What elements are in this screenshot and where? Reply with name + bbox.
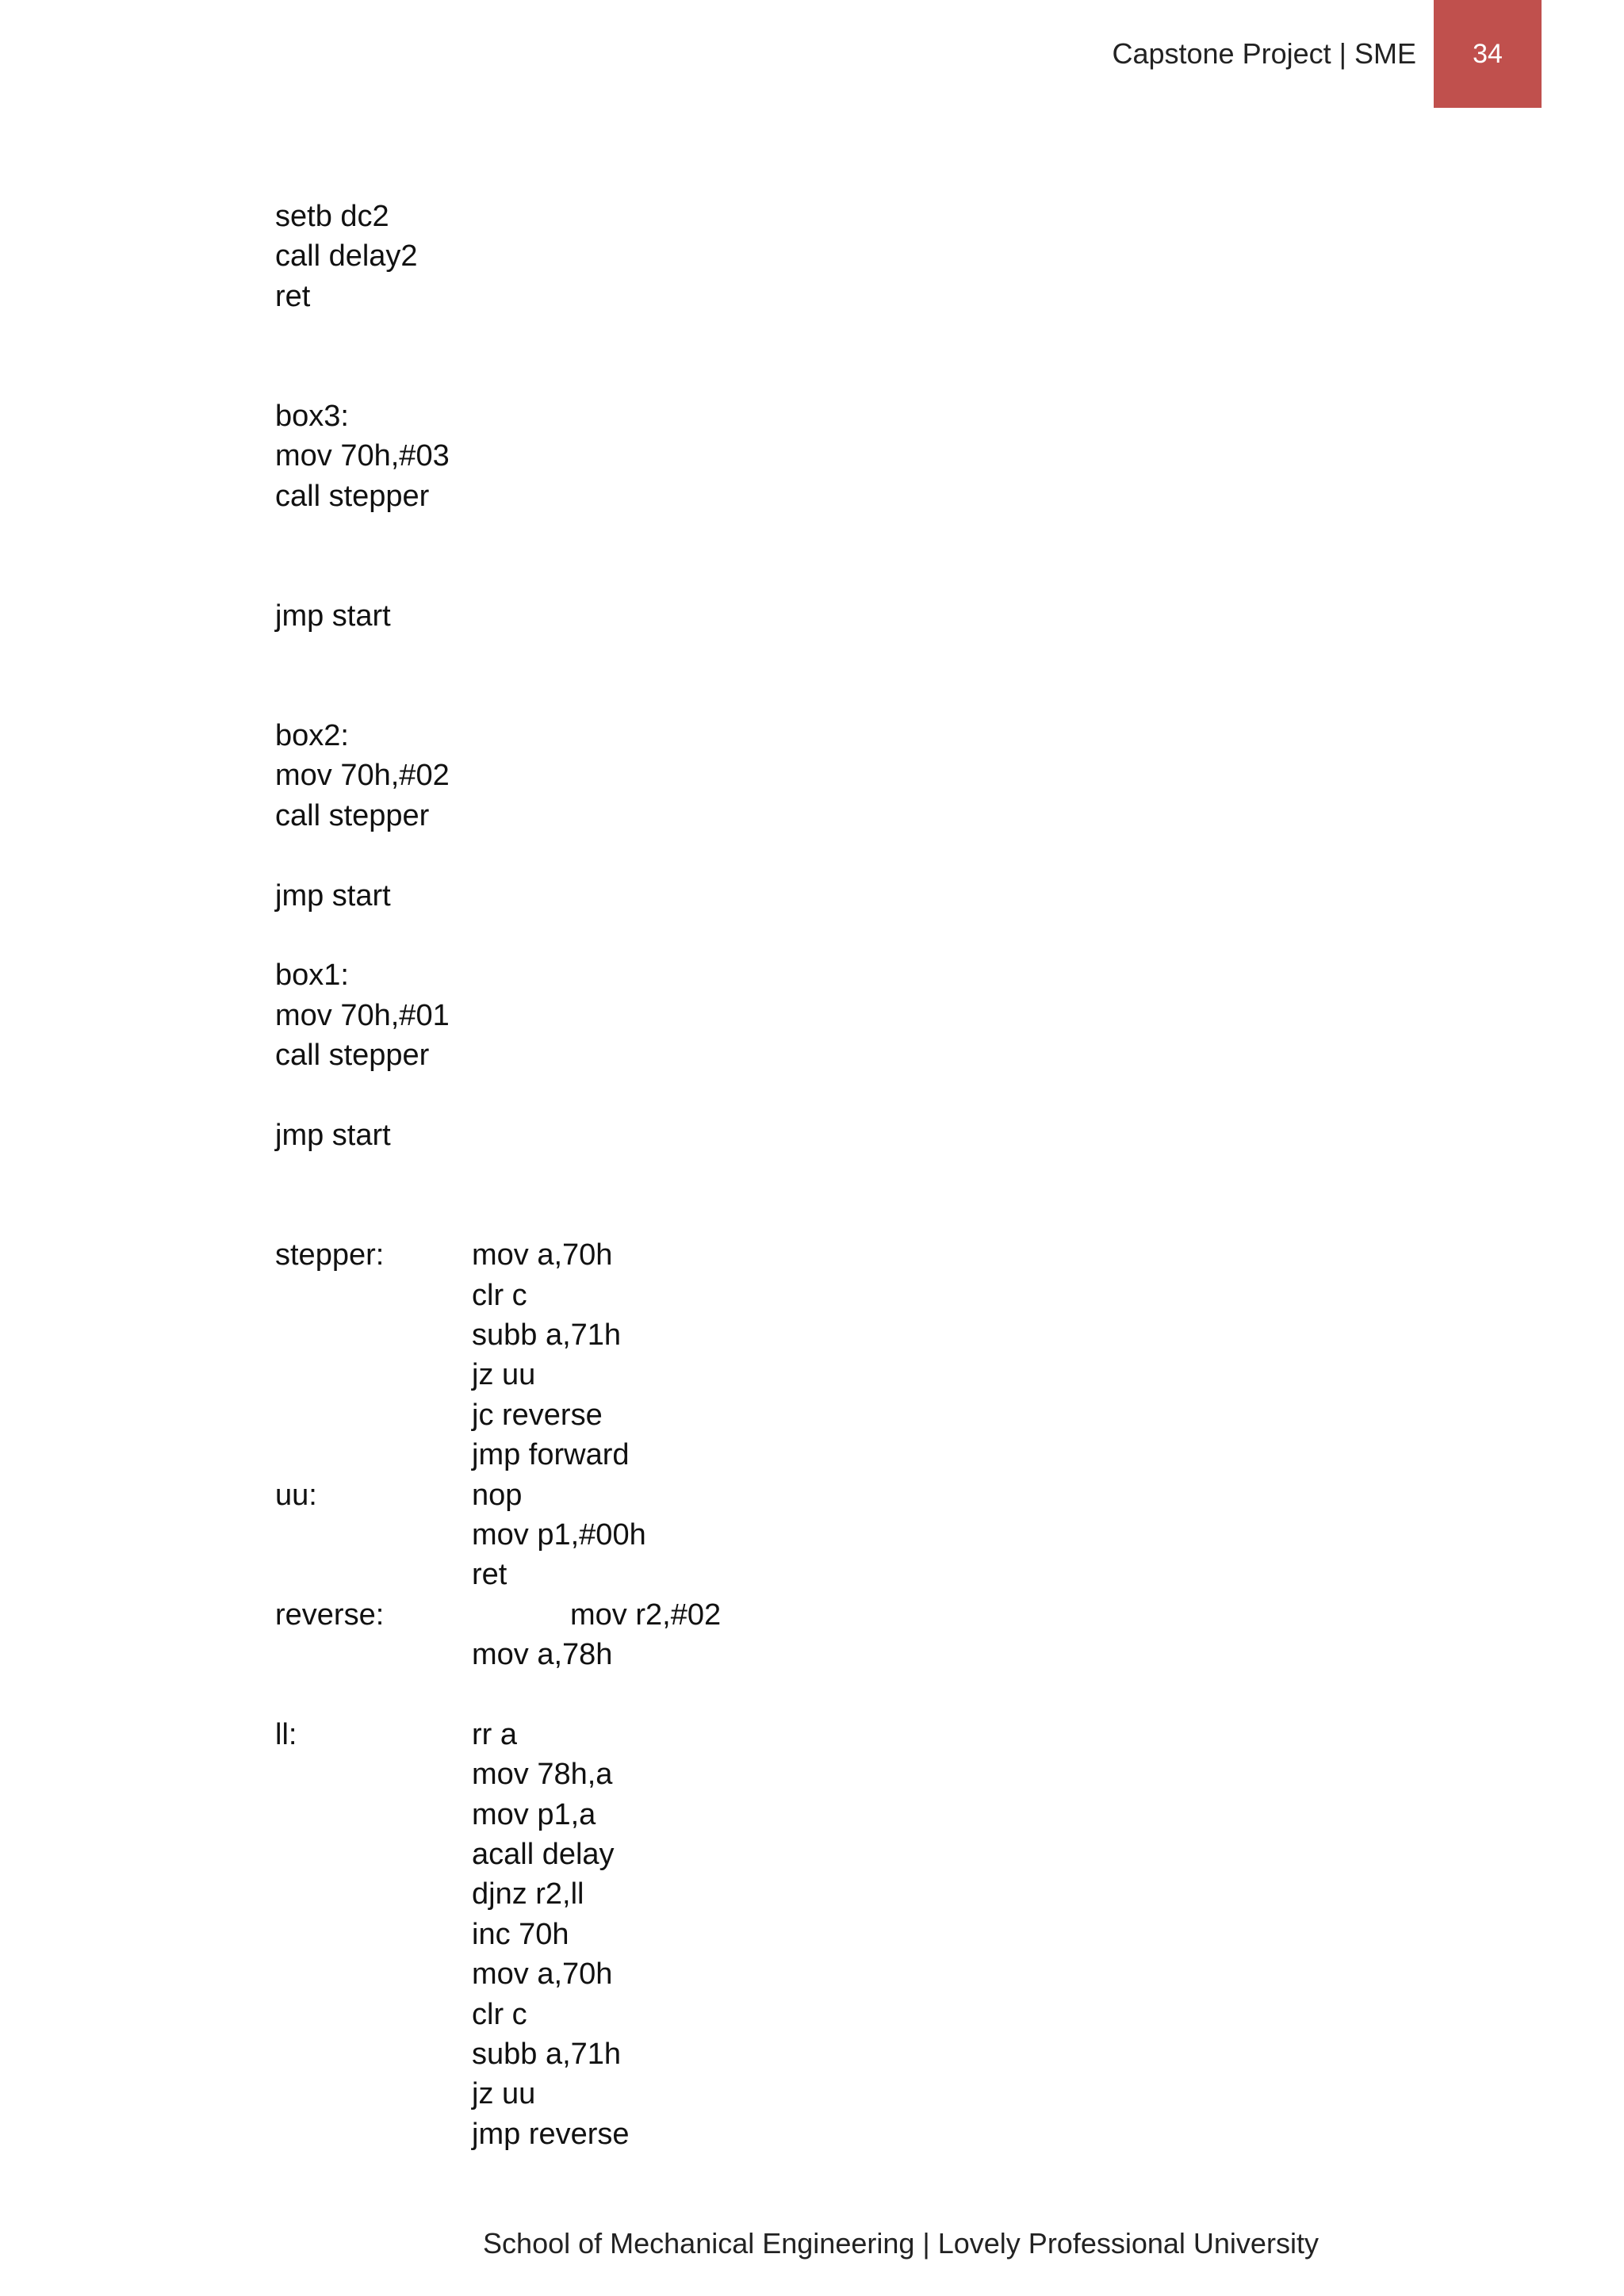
code-instruction: jz uu — [472, 1358, 536, 1392]
code-line — [275, 955, 1385, 995]
code-label: ll: — [275, 1717, 297, 1751]
code-line — [275, 1276, 1385, 1315]
code-label: call stepper — [275, 798, 430, 832]
code-label: call stepper — [275, 1039, 430, 1073]
code-instruction: jmp reverse — [472, 2117, 630, 2151]
code-label: mov 70h,#01 — [275, 998, 450, 1032]
code-label: stepper: — [275, 1238, 385, 1272]
code-line — [275, 1475, 1385, 1515]
page-number: 34 — [1473, 39, 1503, 69]
code-line — [275, 197, 1385, 236]
code-label: ret — [275, 279, 311, 313]
code-label: mov 70h,#03 — [275, 439, 450, 473]
code-instruction: jmp forward — [472, 1438, 630, 1472]
code-line — [275, 236, 1385, 276]
code-line — [275, 996, 1385, 1035]
code-line — [275, 1915, 1385, 1954]
code-line — [275, 1795, 1385, 1835]
code-instruction: ret — [472, 1558, 508, 1592]
code-label: call delay2 — [275, 239, 418, 274]
code-label: box3: — [275, 399, 349, 433]
code-line — [275, 476, 1385, 516]
code-line — [275, 796, 1385, 836]
code-line — [275, 357, 1385, 396]
code-line — [275, 1595, 1385, 1635]
code-line — [275, 277, 1385, 316]
code-line — [275, 557, 1385, 596]
code-instruction: mov p1,a — [472, 1797, 596, 1831]
code-line — [275, 716, 1385, 756]
code-line — [275, 1954, 1385, 1994]
code-listing — [275, 197, 1385, 2154]
code-line — [275, 676, 1385, 716]
code-instruction: rr a — [472, 1717, 517, 1751]
code-line — [275, 1755, 1385, 1794]
code-line — [275, 1715, 1385, 1755]
code-line — [275, 1995, 1385, 2034]
code-instruction: mov p1,#00h — [472, 1517, 646, 1552]
code-instruction: clr c — [472, 1278, 527, 1312]
code-line — [275, 1196, 1385, 1235]
code-line — [275, 1395, 1385, 1435]
code-line — [275, 836, 1385, 875]
code-line — [275, 396, 1385, 436]
code-label: reverse: — [275, 1598, 385, 1632]
code-label: box2: — [275, 719, 349, 753]
code-instruction: jz uu — [472, 2077, 536, 2111]
code-instruction: mov r2,#02 — [570, 1598, 722, 1632]
code-instruction: jc reverse — [472, 1398, 603, 1432]
code-label: mov 70h,#02 — [275, 759, 450, 793]
code-line — [275, 1435, 1385, 1475]
code-line — [275, 756, 1385, 795]
code-line — [275, 516, 1385, 556]
code-label: jmp start — [275, 878, 391, 913]
code-line — [275, 1674, 1385, 1714]
code-label: box1: — [275, 959, 349, 993]
code-instruction: acall delay — [472, 1838, 615, 1872]
code-instruction: inc 70h — [472, 1917, 569, 1951]
code-instruction: mov a,78h — [472, 1638, 613, 1672]
code-instruction: mov a,70h — [472, 1957, 613, 1992]
code-line — [275, 1035, 1385, 1075]
code-label: call stepper — [275, 479, 430, 513]
code-label: setb dc2 — [275, 200, 389, 233]
code-line — [275, 1515, 1385, 1555]
code-instruction: mov 78h,a — [472, 1758, 613, 1792]
code-line — [275, 316, 1385, 356]
code-label: uu: — [275, 1478, 317, 1512]
page-footer — [0, 2225, 1624, 2263]
code-instruction: djnz r2,ll — [472, 1877, 584, 1911]
code-line — [275, 1635, 1385, 1674]
code-line — [275, 2114, 1385, 2154]
code-line — [275, 1076, 1385, 1115]
code-line — [275, 1115, 1385, 1155]
code-label: jmp start — [275, 599, 391, 633]
code-line — [275, 876, 1385, 916]
code-instruction: nop — [472, 1478, 523, 1512]
code-line — [275, 1155, 1385, 1195]
footer-text: School of Mechanical Engineering | Lovely Professional University — [483, 2227, 1319, 2260]
code-instruction: clr c — [472, 1997, 527, 2031]
code-line — [275, 2034, 1385, 2074]
code-instruction: subb a,71h — [472, 1318, 622, 1352]
code-line — [275, 2074, 1385, 2114]
header-title: Capstone Project | SME — [1112, 37, 1416, 70]
code-line — [275, 636, 1385, 675]
code-line — [275, 1355, 1385, 1395]
code-label: jmp start — [275, 1118, 391, 1152]
code-line — [275, 1235, 1385, 1275]
code-line — [275, 916, 1385, 955]
code-line — [275, 1315, 1385, 1355]
code-line — [275, 1835, 1385, 1874]
code-line — [275, 596, 1385, 636]
code-instruction: mov a,70h — [472, 1238, 613, 1272]
code-line — [275, 1874, 1385, 1914]
code-instruction: subb a,71h — [472, 2037, 622, 2071]
code-line — [275, 1555, 1385, 1594]
code-line — [275, 436, 1385, 476]
page-number-badge — [1434, 0, 1542, 108]
